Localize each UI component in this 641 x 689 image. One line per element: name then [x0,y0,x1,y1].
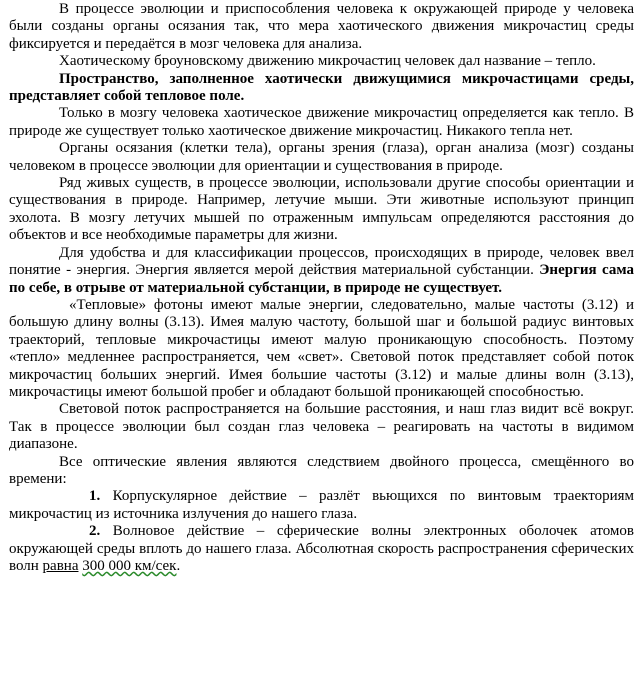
paragraph-evolution-senses: В процессе эволюции и приспособления человека к окружающей природе у человека были созданы органы осязания так, что мера хаотического движения микрочастиц среды фиксируется и передаётся в мозг человека для анализа. [9,1,634,52]
list-item-corpuscular [9,488,634,523]
paragraph-optical-phenomena: Все оптические явления являются следствием двойного процесса, смещённого во времени: [9,453,634,487]
paragraph-thermal-field [9,71,634,106]
paragraph-thermal-photons: «Тепловые» фотоны имеют малые энергии, следовательно, малые частоты (3.12) и большую длину волны (3.13). Имея малую частоту, большой шаг и большой радиус винтовых траекторий, тепловые микрочастицы имеют малую проникающую способность. Поэтому «тепло» медленнее распространяется, чем «свет». Световой поток представляет собой поток микрочастиц больших энергий. Имея большие частоты (3.12) и малые длины волн (3.13), микрочастицы имеют большой пробег и обладают большой проникающей способностью. [9,296,634,400]
paragraph-heat-in-brain: Только в мозгу человека хаотическое движение микрочастиц определяется как тепло. В природе же существует только хаотическое движение микрочастиц. Никакого тепла нет. [9,105,634,139]
paragraph-energy [9,245,634,297]
list-item-number: 2. [89,523,101,540]
paragraph-bats: Ряд живых существ, в процессе эволюции, использовали другие способы ориентации и существования в природе. Например, летучие мыши. Эти животные используют принцип эхолота. В мозгу летучих мышей по отраженным импульсам определяются расстояния до объектов и все необходимые параметры для жизни. [9,175,634,244]
period: . [176,558,181,574]
energy-normal-text: Для удобства и для классификации процессов, происходящих в природе, человек ввел понятие - энергия. Энергия является мерой действия материальной субстанции. [9,244,634,279]
underlined-word: равна [42,558,79,574]
list-item-wave [9,523,634,575]
list-item-number: 1. [89,488,101,505]
list-item-text: Корпускулярное действие – разлёт вьющихся по винтовым траекториям микрочастиц из источника излучения до нашего глаза. [9,488,634,522]
paragraph-heat-definition: Хаотическому броуновскому движению микрочастиц человек дал название – тепло. [59,53,596,70]
thermal-field-bold-text: Пространство, заполненное хаотически движущимися микрочастицами среды, представляет собой тепловое поле. [9,70,634,105]
paragraph-light-flow: Световой поток распространяется на большие расстояния, и наш глаз видит всё вокруг. Так в процессе эволюции был создан глаз человека – реагировать на частоты в видимом диапазоне. [9,401,634,453]
speed-value: 300 000 км/сек [82,558,177,574]
list-item-text: Волновое действие – сферические волны электронных оболочек атомов окружающей среды вплоть до нашего глаза. Абсолютная скорость распространения сферических волн [9,523,634,574]
energy-bold-text: Энергия сама по себе, в отрыве от материальной субстанции, в природе не существует. [9,262,635,296]
paragraph-sense-organs: Органы осязания (клетки тела), органы зрения (глаза), орган анализа (мозг) созданы человеком в процессе эволюции для ориентации и существования в природе. [9,140,634,174]
